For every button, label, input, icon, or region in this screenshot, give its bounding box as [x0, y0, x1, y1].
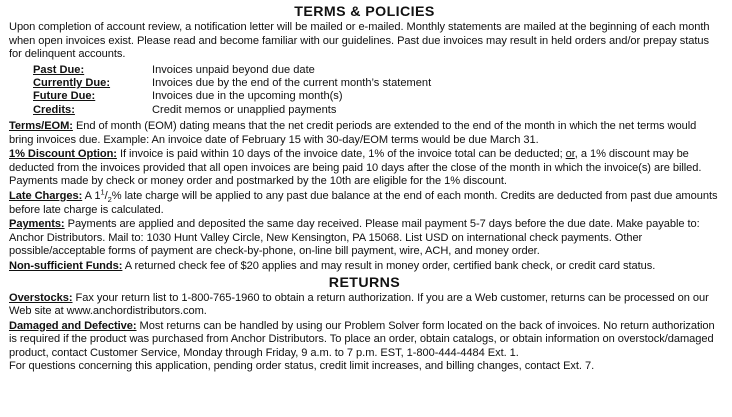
discount-text-b: , a 1% discount may be deducted from the invoices provided that all open invoices are being paid 10 days after the close of the month in which the invoice(s) are billed. Payments made by check or money order and postmarked by the 10th are eligible for the 1% discount. — [9, 148, 702, 188]
payments-paragraph — [9, 218, 720, 259]
damaged-text: Most returns can be handled by using our Problem Solver form located on the back of invoices. No return authorization is required if the product was purchased from Anchor Distributors. To place an order, obtain catalogs, or obtain information on overstock/damaged product, contact Customer Service, Monday through Friday, 9 a.m. to 7 p.m. EST, 1-800-444-4484 Ext. 1. — [9, 319, 715, 359]
definition-row-credits — [33, 104, 720, 117]
damaged-paragraph — [9, 320, 720, 361]
discount-paragraph — [9, 148, 720, 189]
terms-eom-label: Terms/EOM: — [9, 119, 73, 132]
intro-paragraph: Upon completion of account review, a notification letter will be mailed or e-mailed. Monthly statements are mailed at the beginning of each month when open invoices exist. Please read and become familiar with our guidelines. Past due invoices may result in held orders and/or prepay status for delinquent accounts. — [9, 21, 710, 61]
nsf-label: Non-sufficient Funds: — [9, 259, 123, 272]
terms-eom-text: End of month (EOM) dating means that the net credit periods are extended to the end of the month in which the net terms would bring invoices due. Example: An invoice date of February 15 with 30-day/EOM terms would be due March 31. — [9, 119, 697, 146]
overstocks-label: Overstocks: — [9, 291, 73, 304]
discount-or: or — [565, 148, 575, 161]
late-charges-text-a: A 1 — [82, 189, 101, 202]
discount-label: 1% Discount Option: — [9, 148, 117, 161]
returns-heading: RETURNS — [328, 274, 401, 291]
definition-text: Credit memos or unapplied payments — [152, 103, 337, 116]
discount-text-a: If invoice is paid within 10 days of the invoice date, 1% of the invoice total can be deducted; — [116, 148, 566, 161]
definition-label: Currently Due: — [33, 77, 111, 90]
nsf-paragraph — [9, 260, 720, 274]
damaged-label: Damaged and Defective: — [9, 319, 137, 332]
payments-label: Payments: — [9, 218, 65, 231]
overstocks-paragraph — [9, 292, 720, 319]
definition-row-currently-due — [33, 77, 720, 90]
nsf-text: A returned check fee of $20 applies and may result in money order, certified bank check, or credit card status. — [122, 259, 656, 272]
fraction-numerator: 1 — [100, 187, 105, 197]
definition-row-future-due — [33, 90, 720, 103]
late-charges-paragraph: Late Charges: A $1^1/_2\%$ late charge will be applied to any past due balance at the end of each month. Credits are deducted from past due amounts before late charge is calculated. — [9, 187, 718, 216]
definition-text: Invoices due in the upcoming month(s) — [152, 90, 343, 103]
overstocks-text: Fax your return list to 1-800-765-1960 to obtain a return authorization. If you are a Web customer, returns can be processed on our Web site at www.anchordistributors.com. — [9, 291, 709, 318]
payments-text: Payments are applied and deposited the same day received. Please mail payment 5-7 days before the due date. Make payable to: Anchor Distributors. Mail to: 1030 Hunt Valley Circle, New Kensington, PA 15068. List USD on international check payments. Other possible/acceptable forms of payment are check-by-phone, on-line bill payment, wire, ACH, and money order. — [9, 218, 700, 258]
terms-eom-paragraph — [9, 120, 720, 147]
definitions-list — [33, 64, 720, 117]
definition-text: Invoices due by the end of the current month’s statement — [152, 77, 432, 90]
fraction-denominator: 2 — [107, 195, 112, 205]
definition-label: Past Due: — [33, 63, 85, 76]
late-charges-text-b: % late charge will be applied to any past due balance at the end of each month. Credits are deducted from past due amounts before late charge is calculated. — [9, 189, 718, 216]
definition-row-past-due — [33, 64, 720, 77]
questions-paragraph: For questions concerning this application, pending order status, credit limit increases, and billing changes, contact Ext. 7. — [9, 360, 595, 373]
definition-label: Future Due: — [33, 90, 96, 103]
definition-label: Credits: — [33, 103, 75, 116]
terms-policies-heading: TERMS & POLICIES — [294, 4, 435, 20]
late-charges-label: Late Charges: — [9, 189, 83, 202]
definition-text: Invoices unpaid beyond due date — [152, 63, 315, 76]
